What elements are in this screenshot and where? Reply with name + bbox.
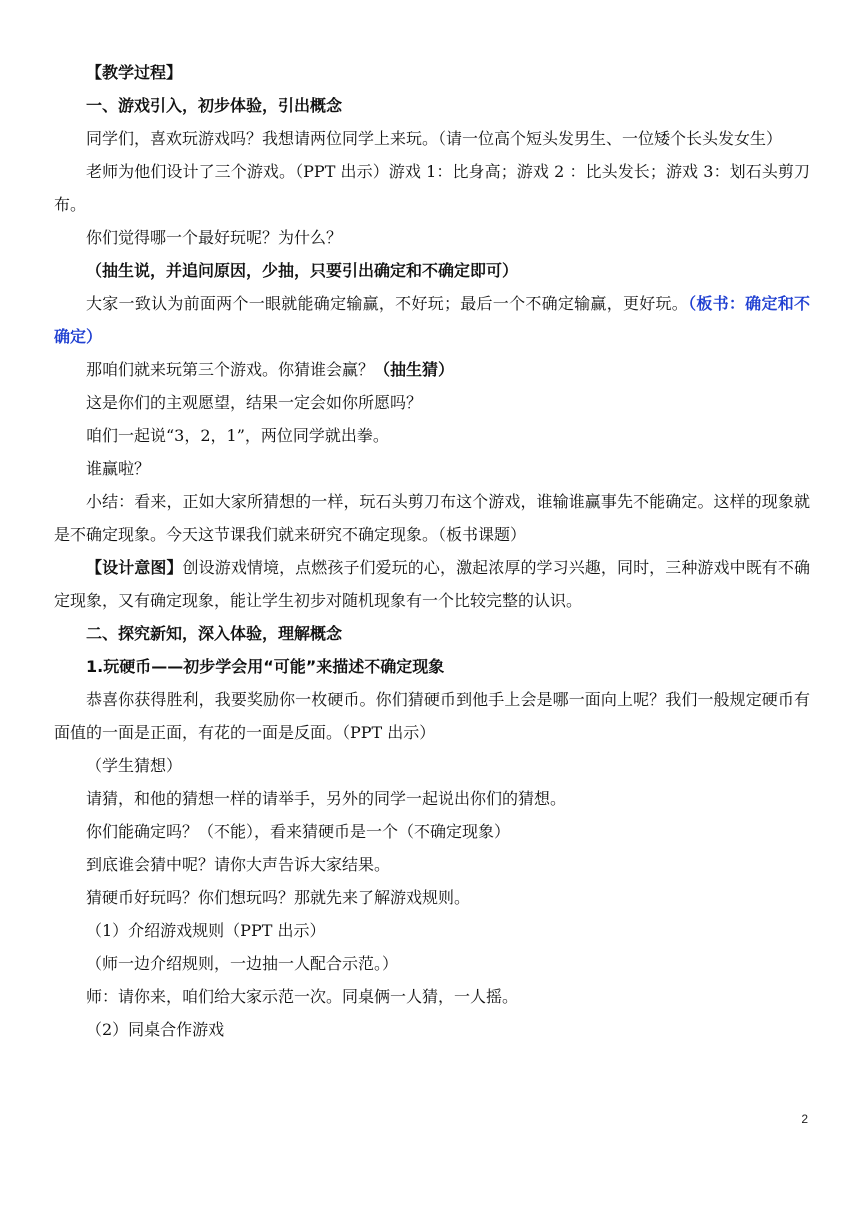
page-number: 2 xyxy=(801,1112,808,1126)
part2-heading: 二、探究新知，深入体验，理解概念 xyxy=(86,624,343,643)
design-intent-paragraph xyxy=(54,551,810,617)
paragraph: 到底谁会猜中呢？请你大声告诉大家结果。 xyxy=(86,855,391,874)
paragraph: （师一边介绍规则，一边抽一人配合示范。） xyxy=(86,954,399,973)
bold-note: （抽生猜） xyxy=(374,360,455,379)
document-body xyxy=(54,56,810,1046)
section-title: 【教学过程】 xyxy=(86,63,183,82)
paragraph: 猜硬币好玩吗？你们想玩吗？那就先来了解游戏规则。 xyxy=(86,888,471,907)
paragraph-with-board-note xyxy=(54,287,810,353)
paragraph: 你们能确定吗？（不能），看来猜硬币是一个（不确定现象） xyxy=(86,822,511,841)
paragraph: 同学们，喜欢玩游戏吗？我想请两位同学上来玩。（请一位高个短头发男生、一位矮个长头发女生） xyxy=(86,129,783,148)
summary-paragraph: 小结：看来，正如大家所猜想的一样，玩石头剪刀布这个游戏，谁输谁赢事先不能确定。这样的现象就是不确定现象。今天这节课我们就来研究不确定现象。（板书课题） xyxy=(54,492,810,544)
paragraph: 你们觉得哪一个最好玩呢？为什么？ xyxy=(86,228,343,247)
paragraph: 这是你们的主观愿望，结果一定会如你所愿吗？ xyxy=(86,393,423,412)
paragraph: （1）介绍游戏规则（PPT 出示） xyxy=(86,921,326,940)
paragraph: 老师为他们设计了三个游戏。（PPT 出示）游戏 1：比身高；游戏 2 ：比头发长；游戏 3：划石头剪刀布。 xyxy=(54,162,810,214)
design-intent-text: 创设游戏情境，点燃孩子们爱玩的心，激起浓厚的学习兴趣，同时，三种游戏中既有不确定现象，又有确定现象，能让学生初步对随机现象有一个比较完整的认识。 xyxy=(54,558,810,610)
paragraph: （学生猜想） xyxy=(86,756,183,775)
paragraph: 谁赢啦？ xyxy=(86,459,151,478)
paragraph: （2）同桌合作游戏 xyxy=(86,1020,225,1039)
paragraph-text: 那咱们就来玩第三个游戏。你猜谁会赢？ xyxy=(86,360,375,379)
board-note: （板书：确定和不确定） xyxy=(54,294,810,346)
paragraph: 咱们一起说“3，2，1”，两位同学就出拳。 xyxy=(86,426,389,445)
part2-subheading: 1.玩硬币——初步学会用“可能”来描述不确定现象 xyxy=(86,657,445,676)
paragraph-with-note xyxy=(54,353,810,386)
paragraph-text: 大家一致认为前面两个一眼就能确定输赢，不好玩；最后一个不确定输赢，更好玩。 xyxy=(86,294,689,313)
paragraph: 请猜，和他的猜想一样的请举手，另外的同学一起说出你们的猜想。 xyxy=(86,789,567,808)
paragraph: 恭喜你获得胜利，我要奖励你一枚硬币。你们猜硬币到他手上会是哪一面向上呢？我们一般规定硬币有面值的一面是正面，有花的一面是反面。（PPT 出示） xyxy=(54,690,810,742)
part1-heading: 一、游戏引入，初步体验，引出概念 xyxy=(86,96,343,115)
design-intent-label: 【设计意图】 xyxy=(86,558,183,577)
paragraph-bold-note: （抽生说，并追问原因，少抽，只要引出确定和不确定即可） xyxy=(86,261,519,280)
paragraph: 师：请你来，咱们给大家示范一次。同桌俩一人猜，一人摇。 xyxy=(86,987,519,1006)
